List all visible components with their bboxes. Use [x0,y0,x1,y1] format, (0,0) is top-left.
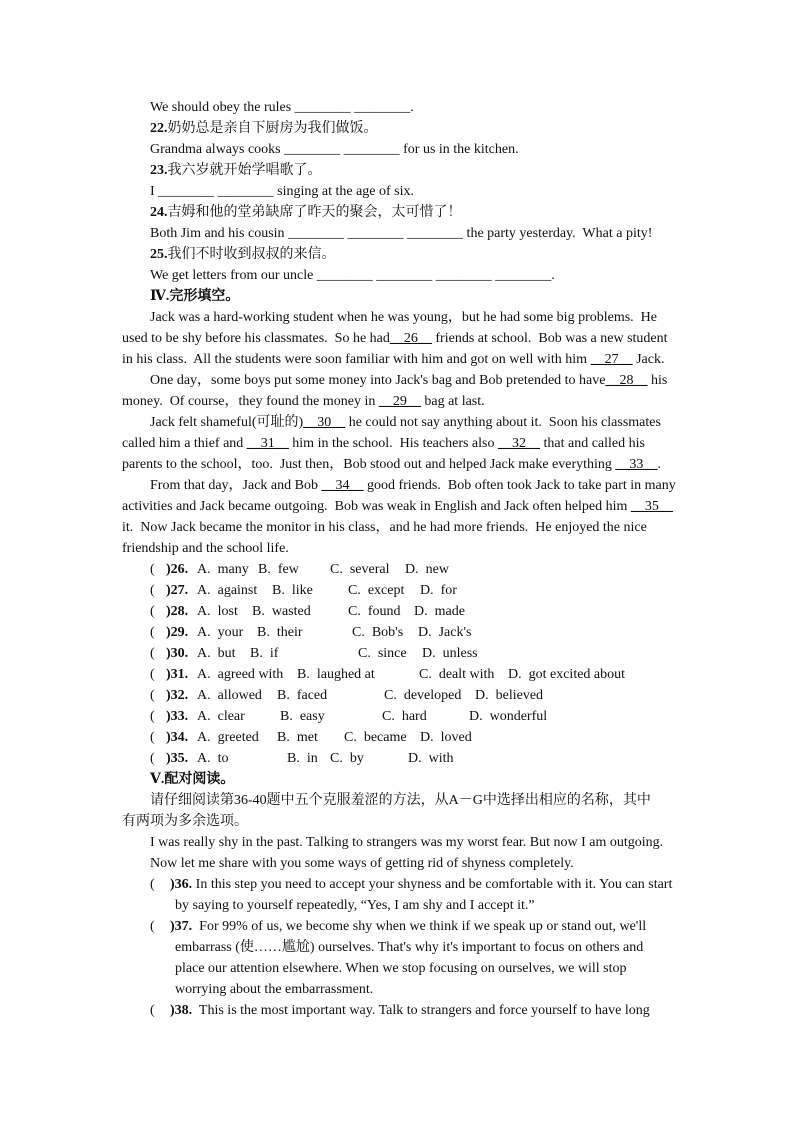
blank-33: __33__ [615,457,658,472]
blank-31: __31__ [246,436,289,451]
text-span: used to be shy before his classmates. So he had [122,331,390,346]
text-span: that and called his [539,436,645,451]
option-a: A. allowed [197,688,262,703]
q36-line2: by saying to yourself repeatedly, “Yes, I am shy and I accept it.” [175,898,535,913]
blank-35: __35__ [630,499,673,514]
q37-number: )37. [170,919,193,934]
option-c: C. by [330,751,364,766]
q23-chinese-text: 我六岁就开始学唱歌了。 [167,163,322,178]
option-b: B. like [272,583,313,598]
q24-english-line: Both Jim and his cousin ________ ________ ________ the party yesterday. What a pity! [150,226,653,241]
q22-number: 22. [150,121,168,136]
option-a: A. lost [197,604,238,619]
text-span: From that day，Jack and Bob [150,478,322,493]
question-number: )33. [166,709,189,724]
option-c: C. several [330,562,390,577]
q37-line1 [170,919,646,935]
q24-number: 24. [150,205,168,220]
question-number: )30. [166,646,189,661]
intro-line2: Now let me share with you some ways of getting rid of shyness completely. [150,856,574,871]
q37-line4: worrying about the embarrassment. [175,982,374,997]
text-span: In this step you need to accept your shyness and be comfortable with it. You can start [192,877,673,892]
question-number: )27. [166,583,189,598]
blank-32: __32__ [497,436,540,451]
question-number: )35. [166,751,189,766]
option-a: A. agreed with [197,667,284,682]
q23-chinese-line [150,163,322,179]
cloze-p2-line2 [122,394,485,410]
option-b: B. wasted [252,604,311,619]
text-span: him in the school. His teachers also [288,436,498,451]
text-span: Jack. [632,352,665,367]
option-c: C. developed [384,688,462,703]
section-4-heading: Ⅳ.完形填空。 [150,289,240,304]
text-span: One day，some boys put some money into Jack's bag and Bob pretended to have [150,373,606,388]
option-b: B. their [257,625,303,640]
q22-chinese-line [150,121,378,137]
blank-30: __30__ [303,415,346,430]
option-d: D. new [405,562,449,577]
option-d: D. wonderful [469,709,548,724]
text-span: This is the most important way. Talk to strangers and force yourself to have long [192,1003,650,1018]
q24-chinese-line [150,205,462,221]
option-d: D. for [420,583,457,598]
blank-27: __27__ [590,352,633,367]
option-d: D. believed [475,688,544,703]
text-span: money. Of course，they found the money in [122,394,379,409]
q23-english-line: I ________ ________ singing at the age of six. [150,184,415,199]
answer-paren-37: ( [150,919,155,934]
option-b: B. in [287,751,318,766]
option-d: D. unless [422,646,478,661]
option-a: A. many [197,562,249,577]
question-number: )34. [166,730,189,745]
q36-line1 [170,877,672,893]
question-number: )29. [166,625,189,640]
text-span: Jack felt shameful(可耻的) [150,415,304,430]
section-5-heading: Ⅴ.配对阅读。 [150,772,235,787]
option-c: C. since [358,646,407,661]
answer-paren: ( [150,688,155,703]
text-span: activities and Jack became outgoing. Bob was weak in English and Jack often helped him [122,499,631,514]
option-c: C. dealt with [419,667,495,682]
answer-paren-38: ( [150,1003,155,1018]
cloze-p3-line3 [122,457,661,473]
q21-english-line: We should obey the rules ________ ________. [150,100,414,115]
text-span: called him a thief and [122,436,247,451]
blank-26: __26__ [389,331,432,346]
q25-chinese-line [150,247,336,263]
answer-paren-36: ( [150,877,155,892]
option-b: B. faced [277,688,328,703]
option-c: C. found [348,604,401,619]
text-span: good friends. Bob often took Jack to take part in many [363,478,676,493]
cloze-p4-line3: it. Now Jack became the monitor in his class，and he had more friends. He enjoyed the nice [122,520,647,535]
q38-number: )38. [170,1003,193,1018]
cloze-p4-line2 [122,499,673,515]
q38-line1 [170,1003,650,1019]
option-d: D. loved [420,730,472,745]
option-a: A. against [197,583,258,598]
text-span: parents to the school，too. Just then，Bob stood out and helped Jack make everything [122,457,616,472]
cloze-p1-line2 [122,331,668,347]
question-number: )28. [166,604,189,619]
option-c: C. became [344,730,407,745]
question-number: )32. [166,688,189,703]
text-span: friends at school. Bob was a new student [431,331,668,346]
question-number: )26. [166,562,189,577]
cloze-p4-line1 [150,478,676,494]
option-c: C. hard [382,709,427,724]
cloze-p1-line3 [122,352,664,368]
option-a: A. greeted [197,730,259,745]
answer-paren: ( [150,709,155,724]
option-a: A. your [197,625,244,640]
option-a: A. to [197,751,229,766]
answer-paren: ( [150,730,155,745]
q22-chinese-text: 奶奶总是亲自下厨房为我们做饭。 [167,121,378,136]
q37-line2: embarrass (使……尴尬) ourselves. That's why it's important to focus on others and [175,940,644,955]
text-span: . [657,457,661,472]
option-b: B. few [258,562,299,577]
answer-paren: ( [150,751,155,766]
cloze-p3-line1 [150,415,661,431]
answer-paren: ( [150,562,155,577]
q36-number: )36. [170,877,193,892]
option-a: A. but [197,646,236,661]
cloze-p2-line1 [150,373,667,389]
text-span: he could not say anything about it. Soon his classmates [345,415,661,430]
option-d: D. with [408,751,454,766]
q25-number: 25. [150,247,168,262]
option-b: B. easy [280,709,325,724]
blank-29: __29__ [378,394,421,409]
q23-number: 23. [150,163,168,178]
option-b: B. laughed at [297,667,375,682]
text-span: in his class. All the students were soon familiar with him and got on well with him [122,352,591,367]
matching-instruction-line1: 请仔细阅读第36-40题中五个克服羞涩的方法，从A－G中选择出相应的名称，其中 [150,793,651,808]
blank-28: __28__ [605,373,648,388]
option-c: C. except [348,583,405,598]
q24-chinese-text: 吉姆和他的堂弟缺席了昨天的聚会，太可惜了！ [167,205,462,220]
question-number: )31. [166,667,189,682]
cloze-p1-line1: Jack was a hard-working student when he was young，but he had some big problems. He [150,310,658,325]
option-d: D. got excited about [508,667,626,682]
text-span: his [647,373,668,388]
cloze-p3-line2 [122,436,645,452]
blank-34: __34__ [321,478,364,493]
option-c: C. Bob's [352,625,404,640]
intro-line1: I was really shy in the past. Talking to strangers was my worst fear. But now I am outgoing. [150,835,664,850]
option-d: D. made [414,604,465,619]
option-b: B. if [250,646,279,661]
option-a: A. clear [197,709,245,724]
answer-paren: ( [150,646,155,661]
q25-chinese-text: 我们不时收到叔叔的来信。 [167,247,336,262]
answer-paren: ( [150,667,155,682]
text-span: bag at last. [420,394,485,409]
answer-paren: ( [150,604,155,619]
option-d: D. Jack's [418,625,472,640]
answer-paren: ( [150,625,155,640]
cloze-p4-line4: friendship and the school life. [122,541,289,556]
q25-english-line: We get letters from our uncle ________ ________ ________ ________. [150,268,555,283]
q22-english-line: Grandma always cooks ________ ________ for us in the kitchen. [150,142,519,157]
text-span: For 99% of us, we become shy when we think if we speak up or stand out, we'll [192,919,647,934]
option-b: B. met [277,730,318,745]
q37-line3: place our attention elsewhere. When we stop focusing on ourselves, we will stop [175,961,627,976]
answer-paren: ( [150,583,155,598]
matching-instruction-line2: 有两项为多余选项。 [122,814,248,829]
